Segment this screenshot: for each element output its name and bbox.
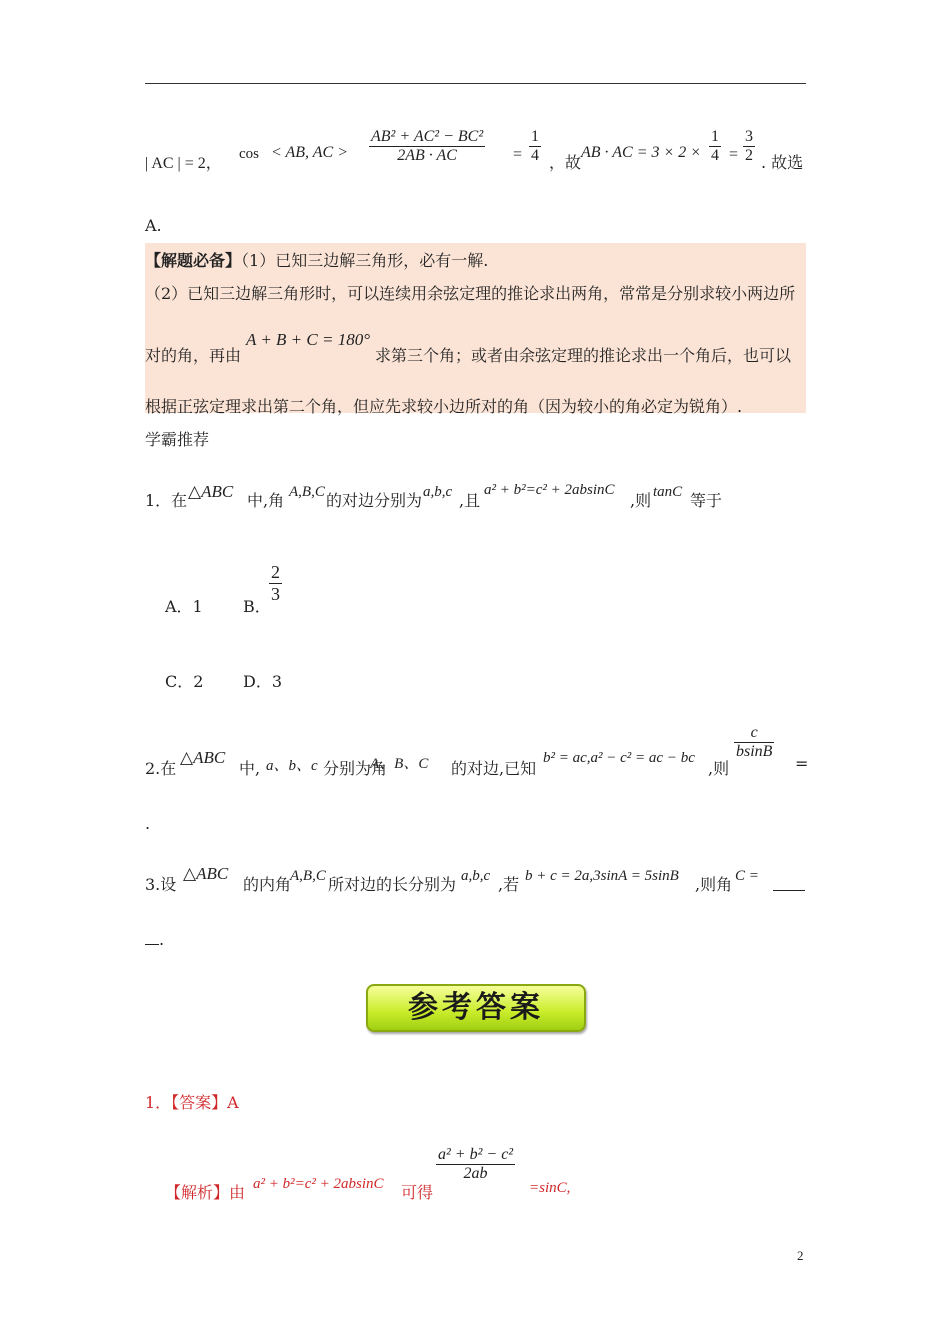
answer-1-kede: 可得	[401, 1183, 434, 1202]
question-3	[145, 864, 815, 898]
q3-text-2: 所对边的长分别为	[328, 875, 457, 894]
q2-triangle: △ABC	[180, 748, 226, 767]
q1-formula: a² + b²=c² + 2absinC	[484, 482, 615, 498]
q2-tail: .	[145, 814, 151, 833]
equals-sign-2: =	[729, 146, 739, 163]
tips-text-3b: 求第三个角；或者由余弦定理的推论求出一个角后，也可以	[375, 346, 792, 365]
q3-text-1: 的内角	[243, 875, 292, 894]
q2-angles: A、B、C	[370, 756, 429, 772]
q1-option-a: A．1	[165, 597, 203, 616]
section-title: 学霸推荐	[145, 430, 210, 449]
q3-answer-blank-continued[interactable]	[145, 928, 159, 945]
tips-line-3	[145, 343, 241, 366]
answer-1-jiexi: 【解析】由	[165, 1183, 246, 1202]
tips-line-1	[145, 248, 488, 271]
cos-numerator: AB² + AC² − BC²	[371, 128, 484, 145]
cos-denominator: 2AB · AC	[397, 147, 457, 164]
header-rule	[145, 83, 806, 84]
q2-text-2: 分别为角	[323, 759, 388, 778]
answer-1-label: 1．【答案】A	[145, 1093, 239, 1112]
q1-text-3: ,且	[459, 491, 481, 510]
q1-triangle: △ABC	[188, 482, 234, 501]
cos-label: cos	[239, 146, 259, 162]
q3-answer-blank[interactable]	[773, 872, 805, 891]
q2-formula: b² = ac,a² − c² = ac − bc	[543, 750, 695, 766]
equals-sign: =	[513, 146, 523, 163]
q2-fraction	[734, 724, 774, 761]
fraction-numerator: a² + b² − c²	[438, 1146, 514, 1163]
q3-angles: A,B,C	[290, 868, 326, 884]
fraction-one-fourth	[529, 128, 541, 165]
q1-option-c: C．2	[165, 672, 204, 691]
q3-tail-line	[145, 928, 164, 949]
q1-suffix: 等于	[690, 491, 723, 510]
tips-line-4: 根据正弦定理求出第二个角，但应先求较小边所对的角（因为较小的角必定为锐角）.	[145, 397, 743, 416]
fraction-one-fourth-2	[709, 128, 721, 165]
q1-option-b-label: B．	[243, 597, 271, 616]
q1-option-d: D．3	[243, 672, 283, 691]
fraction-denominator: 2	[745, 147, 753, 164]
fraction-denominator: bsinB	[736, 743, 773, 760]
q2-text-3: 的对边,已知	[451, 759, 537, 778]
fraction-numerator: c	[734, 724, 774, 743]
reference-answers-badge: 参考答案	[366, 984, 586, 1032]
q3-formula: b + c = 2a,3sinA = 5sinB	[525, 868, 679, 884]
tips-text-1: （1）已知三边解三角形，必有一解.	[241, 251, 489, 270]
fraction-denominator: 2ab	[463, 1165, 488, 1182]
q2-sides: a、b、c	[266, 758, 318, 774]
q1-option-b-fraction	[269, 562, 282, 605]
page-number: 2	[797, 1248, 804, 1263]
fraction-denominator: 3	[271, 584, 280, 604]
dot-product: AB · AC = 3 × 2 ×	[581, 144, 702, 161]
fraction-denominator: 4	[711, 147, 719, 164]
q3-text-4: ,则角	[695, 875, 733, 894]
q3-text-3: ,若	[498, 875, 520, 894]
fraction-numerator: 1	[711, 128, 719, 145]
q3-target: C =	[735, 868, 759, 884]
q3-triangle: △ABC	[183, 864, 229, 883]
q1-prefix: 1．在	[145, 491, 188, 510]
fraction-denominator: 4	[531, 147, 539, 164]
q2-prefix: 2.在	[145, 759, 177, 778]
q3-tail: .	[159, 930, 165, 949]
abs-ac-text: | AC | = 2，	[145, 155, 222, 172]
gu-text: ，故	[549, 153, 582, 172]
q1-text-4: ,则	[630, 491, 652, 510]
q2-equals: =	[795, 754, 809, 773]
angle-sum-formula: A + B + C = 180°	[246, 330, 371, 349]
intro-formula-line	[145, 126, 815, 182]
answer-1-formula: a² + b²=c² + 2absinC	[253, 1176, 384, 1192]
gu-xuan-text: . 故选	[761, 153, 804, 172]
tips-text-3a: 对的角，再由	[145, 346, 242, 365]
q1-text-1: 中,角	[247, 491, 285, 510]
fraction-numerator: 2	[271, 562, 280, 582]
fraction-numerator: 3	[745, 128, 753, 145]
fraction-three-halves	[743, 128, 755, 165]
cos-vectors: < AB, AC >	[271, 144, 349, 161]
tips-title: 【解题必备】	[145, 251, 242, 270]
answer-1-fraction	[436, 1146, 515, 1183]
q1-angles: A,B,C	[289, 484, 325, 500]
answer-1-explanation	[165, 1176, 685, 1208]
q1-target: tanC	[653, 484, 683, 500]
q2-text-1: 中,	[239, 759, 261, 778]
q1-sides: a,b,c	[423, 484, 453, 500]
q3-prefix: 3.设	[145, 875, 177, 894]
question-1	[145, 482, 815, 514]
answer-1-result: =sinC,	[529, 1180, 571, 1196]
tips-line-2: （2）已知三边解三角形时，可以连续用余弦定理的推论求出两角，常常是分别求较小两边所	[145, 284, 796, 303]
fraction-numerator: 1	[531, 128, 539, 145]
intro-answer: A.	[145, 216, 162, 235]
q1-text-2: 的对边分别为	[326, 491, 423, 510]
q2-text-4: ,则	[708, 759, 730, 778]
cos-fraction	[369, 128, 485, 165]
q3-sides: a,b,c	[461, 868, 491, 884]
